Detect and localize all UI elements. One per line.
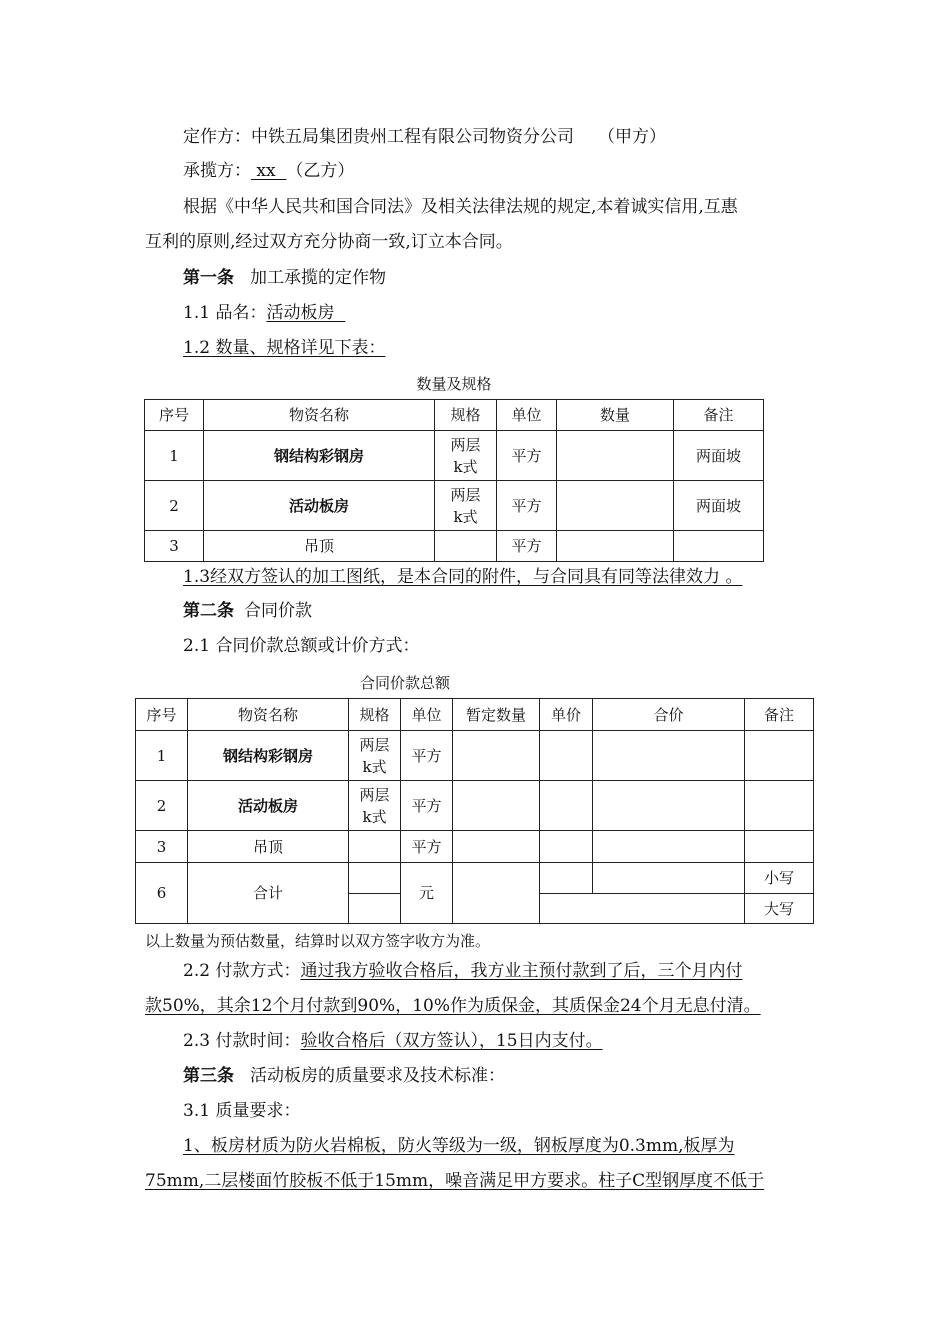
t1-row1-name: 钢结构彩钢房 [204, 431, 435, 481]
t2-row2-name: 活动板房 [188, 781, 349, 831]
t1-row3-qty [557, 531, 674, 562]
t2-total-big: 大写 [745, 894, 814, 924]
table-1-header-row [145, 400, 764, 431]
article-2-title: 第二条 [183, 601, 234, 621]
t2-header-name: 物资名称 [188, 699, 349, 731]
table-1-caption: 数量及规格 [416, 375, 492, 393]
party-b-name: xx [251, 161, 287, 181]
t2-total-unit: 元 [401, 863, 453, 924]
party-b-label: 承揽方： [183, 161, 251, 181]
t1-row3-spec [435, 531, 497, 562]
t2-total-price-top [540, 863, 593, 894]
quantity-spec-table [144, 399, 764, 562]
t1-header-no: 序号 [145, 400, 204, 431]
t2-row1-no: 1 [136, 731, 188, 781]
t1-row2-spec [435, 481, 497, 531]
t2-row3-price [540, 831, 593, 863]
t2-row2-price [540, 781, 593, 831]
article-1-heading [183, 267, 386, 289]
table-2-header-row [136, 699, 814, 731]
t2-header-spec: 规格 [349, 699, 401, 731]
t2-row1-unit: 平方 [401, 731, 453, 781]
t2-row3-name: 吊顶 [188, 831, 349, 863]
t2-row3-note [745, 831, 814, 863]
article-1-title: 第一条 [183, 268, 234, 288]
t1-header-name: 物资名称 [204, 400, 435, 431]
article-3-heading [183, 1065, 505, 1087]
item-2-2-label: 2.2 付款方式： [183, 961, 301, 981]
t2-total-no: 6 [136, 863, 188, 924]
t1-row2-note: 两面坡 [674, 481, 764, 531]
party-a-name: 中铁五局集团贵州工程有限公司物资分公司 [251, 127, 574, 147]
t2-header-no: 序号 [136, 699, 188, 731]
t2-row2-qty [453, 781, 540, 831]
t2-row1-name: 钢结构彩钢房 [188, 731, 349, 781]
t2-header-unit: 单位 [401, 699, 453, 731]
t2-row3-qty [453, 831, 540, 863]
t2-row2-amount [593, 781, 745, 831]
t2-row1-spec-2: k式 [362, 757, 387, 776]
t1-row1-qty [557, 431, 674, 481]
t1-header-note: 备注 [674, 400, 764, 431]
item-2-3-value: 验收合格后（双方签认），15日内支付。 [300, 1031, 603, 1051]
t2-header-price: 单价 [540, 699, 593, 731]
t2-row1-spec-1: 两层 [359, 735, 390, 754]
t2-total-spec-bottom [349, 894, 401, 924]
t2-total-spec-top [349, 863, 401, 894]
contract-price-table [135, 698, 814, 924]
t2-header-amount: 合价 [593, 699, 745, 731]
t1-row2-spec-1: 两层 [450, 485, 481, 504]
quality-req-line-2: 75mm,二层楼面竹胶板不低于15mm，噪音满足甲方要求。柱子C型钢厚度不低于 [145, 1171, 765, 1191]
t1-row1-spec-2: k式 [453, 457, 478, 476]
item-3-1: 3.1 质量要求： [183, 1101, 301, 1121]
party-a-label: 定作方： [183, 127, 251, 147]
quality-req-line-1: 1、板房材质为防火岩棉板，防火等级为一级，钢板厚度为0.3mm,板厚为 [183, 1136, 735, 1156]
item-2-2-line-1: 通过我方验收合格后，我方业主预付款到了后，三个月内付 [300, 961, 743, 981]
t1-row2-unit: 平方 [497, 481, 557, 531]
t1-row2-name: 活动板房 [204, 481, 435, 531]
t1-header-qty: 数量 [557, 400, 674, 431]
item-2-2-line-2: 款50%，其余12个月付款到90%，10%作为质保金，其质保金24个月无息付清。 [145, 996, 761, 1016]
t2-header-qty: 暂定数量 [453, 699, 540, 731]
t1-row2-no: 2 [145, 481, 204, 531]
item-2-1: 2.1 合同价款总额或计价方式： [183, 636, 420, 656]
quantity-note: 以上数量为预估数量，结算时以双方签字收方为准。 [145, 932, 491, 950]
t1-row3-unit: 平方 [497, 531, 557, 562]
t1-row3-no: 3 [145, 531, 204, 562]
table-row [145, 431, 764, 481]
t2-row1-spec [349, 731, 401, 781]
item-1-1 [183, 302, 345, 324]
t1-header-spec: 规格 [435, 400, 497, 431]
party-b-line [183, 160, 354, 182]
t1-row1-spec [435, 431, 497, 481]
t2-row2-unit: 平方 [401, 781, 453, 831]
table-row [136, 731, 814, 781]
intro-line-1: 根据《中华人民共和国合同法》及相关法律法规的规定,本着诚实信用,互惠 [183, 197, 738, 217]
article-3-subtitle: 活动板房的质量要求及技术标准： [250, 1066, 505, 1086]
t2-row3-amount [593, 831, 745, 863]
t2-row1-amount [593, 731, 745, 781]
t2-row3-no: 3 [136, 831, 188, 863]
article-2-heading [183, 600, 312, 622]
t2-row2-note [745, 781, 814, 831]
table-2-caption: 合同价款总额 [359, 674, 450, 692]
t1-row3-note [674, 531, 764, 562]
t2-row2-no: 2 [136, 781, 188, 831]
t1-row2-qty [557, 481, 674, 531]
table-row [136, 781, 814, 831]
t2-total-name: 合计 [188, 863, 349, 924]
t2-total-small: 小写 [745, 863, 814, 894]
item-2-3 [183, 1030, 603, 1052]
table-total-row [136, 863, 814, 894]
t2-row1-note [745, 731, 814, 781]
item-1-2: 1.2 数量、规格详见下表： [183, 338, 386, 358]
t2-row1-qty [453, 731, 540, 781]
intro-line-2: 互利的原则,经过双方充分协商一致,订立本合同。 [145, 232, 513, 252]
t2-row3-unit: 平方 [401, 831, 453, 863]
article-3-title: 第三条 [183, 1066, 234, 1086]
t2-row3-spec [349, 831, 401, 863]
t2-header-note: 备注 [745, 699, 814, 731]
article-1-subtitle: 加工承揽的定作物 [250, 268, 386, 288]
t2-row2-spec-1: 两层 [359, 785, 390, 804]
t1-header-unit: 单位 [497, 400, 557, 431]
t1-row3-name: 吊顶 [204, 531, 435, 562]
item-1-1-label: 1.1 品名： [183, 303, 267, 323]
item-2-3-label: 2.3 付款时间： [183, 1031, 301, 1051]
item-1-1-value: 活动板房 [266, 303, 346, 323]
table-row [136, 831, 814, 863]
party-b-role: （乙方） [286, 161, 355, 181]
t1-row1-note: 两面坡 [674, 431, 764, 481]
item-2-2 [183, 960, 742, 982]
t2-row2-spec-2: k式 [362, 807, 387, 826]
t2-total-amount-bottom [540, 894, 745, 924]
t1-row1-unit: 平方 [497, 431, 557, 481]
t2-row1-price [540, 731, 593, 781]
t2-total-qty [453, 863, 540, 924]
t1-row1-no: 1 [145, 431, 204, 481]
t2-total-amount-top [593, 863, 745, 894]
party-a-role: （甲方） [598, 127, 666, 147]
t1-row1-spec-1: 两层 [450, 435, 481, 454]
table-row [145, 481, 764, 531]
party-a-line [183, 126, 666, 148]
t1-row2-spec-2: k式 [453, 507, 478, 526]
item-1-3: 1.3经双方签认的加工图纸，是本合同的附件，与合同具有同等法律效力 。 [183, 567, 743, 587]
t2-row2-spec [349, 781, 401, 831]
article-2-subtitle: 合同价款 [244, 601, 312, 621]
table-row [145, 531, 764, 562]
